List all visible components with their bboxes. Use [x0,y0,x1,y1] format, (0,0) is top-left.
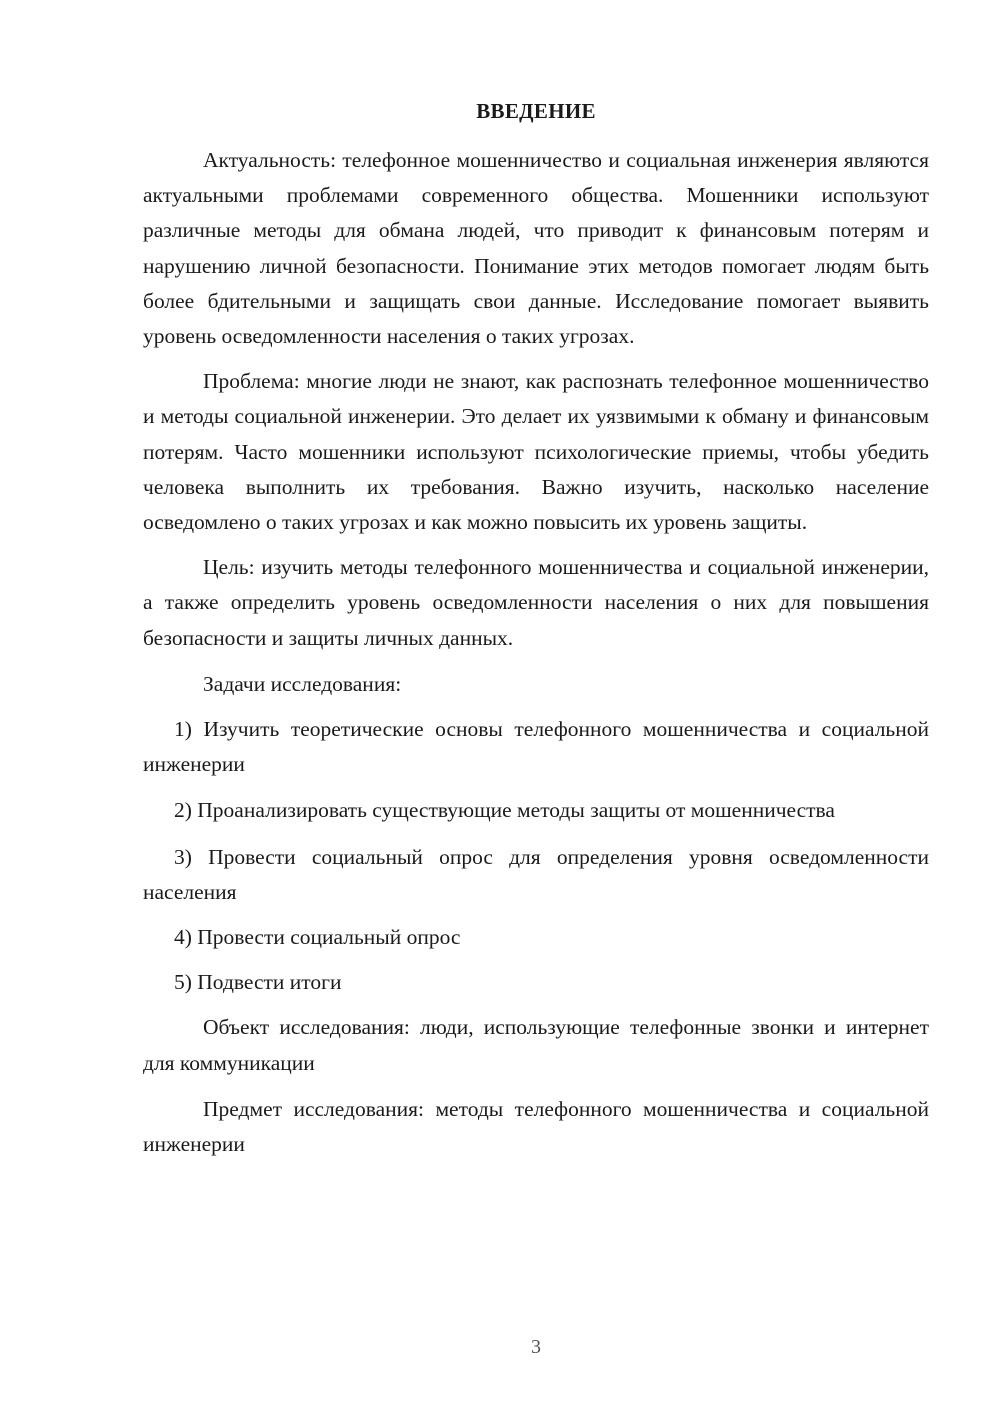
paragraph-goal: Цель: изучить методы телефонного мошенничества и социальной инженерии, а также определить уровень осведомленности населения о них для повышения безопасности и защиты личных данных. [143,555,929,650]
list-item-task-2: 2) Проанализировать существующие методы защиты от мошенничества [174,798,835,823]
list-item-task-4: 4) Провести социальный опрос [174,925,461,950]
page-title: ВВЕДЕНИЕ [476,99,596,123]
paragraph-subject: Предмет исследования: методы телефонного мошенничества и социальной инженерии [143,1096,929,1157]
list-item-task-1: 1) Изучить теоретические основы телефонного мошенничества и социальной инженерии [143,717,929,777]
tasks-title: Задачи исследования: [203,671,402,696]
page-number: 3 [531,1336,541,1358]
paragraph-problem: Проблема: многие люди не знают, как распознать телефонное мошенничество и методы социальной инженерии. Это делает их уязвимыми к обману и финансовым потерям. Часто мошенники используют психологические приемы, чтобы убедить человека выполнить их требования. Важно изучить, насколько население осведомлено о таких угрозах и как можно повысить их уровень защиты. [143,369,929,535]
list-item-task-5: 5) Подвести итоги [174,970,342,995]
paragraph-object: Объект исследования: люди, использующие телефонные звонки и интернет для коммуникации [143,1015,929,1075]
paragraph-relevance: Актуальность: телефонное мошенничество и социальная инженерия являются актуальными проблемами современного общества. Мошенники используют различные методы для обмана людей, что приводит к финансовым потерям и нарушению личной безопасности. Понимание этих методов помогает людям быть более бдительными и защищать свои данные. Исследование помогает выявить уровень осведомленности населения о таких угрозах. [143,148,929,349]
list-item-task-3: 3) Провести социальный опрос для определения уровня осведомленности населения [143,844,929,904]
document-body [143,143,929,1162]
